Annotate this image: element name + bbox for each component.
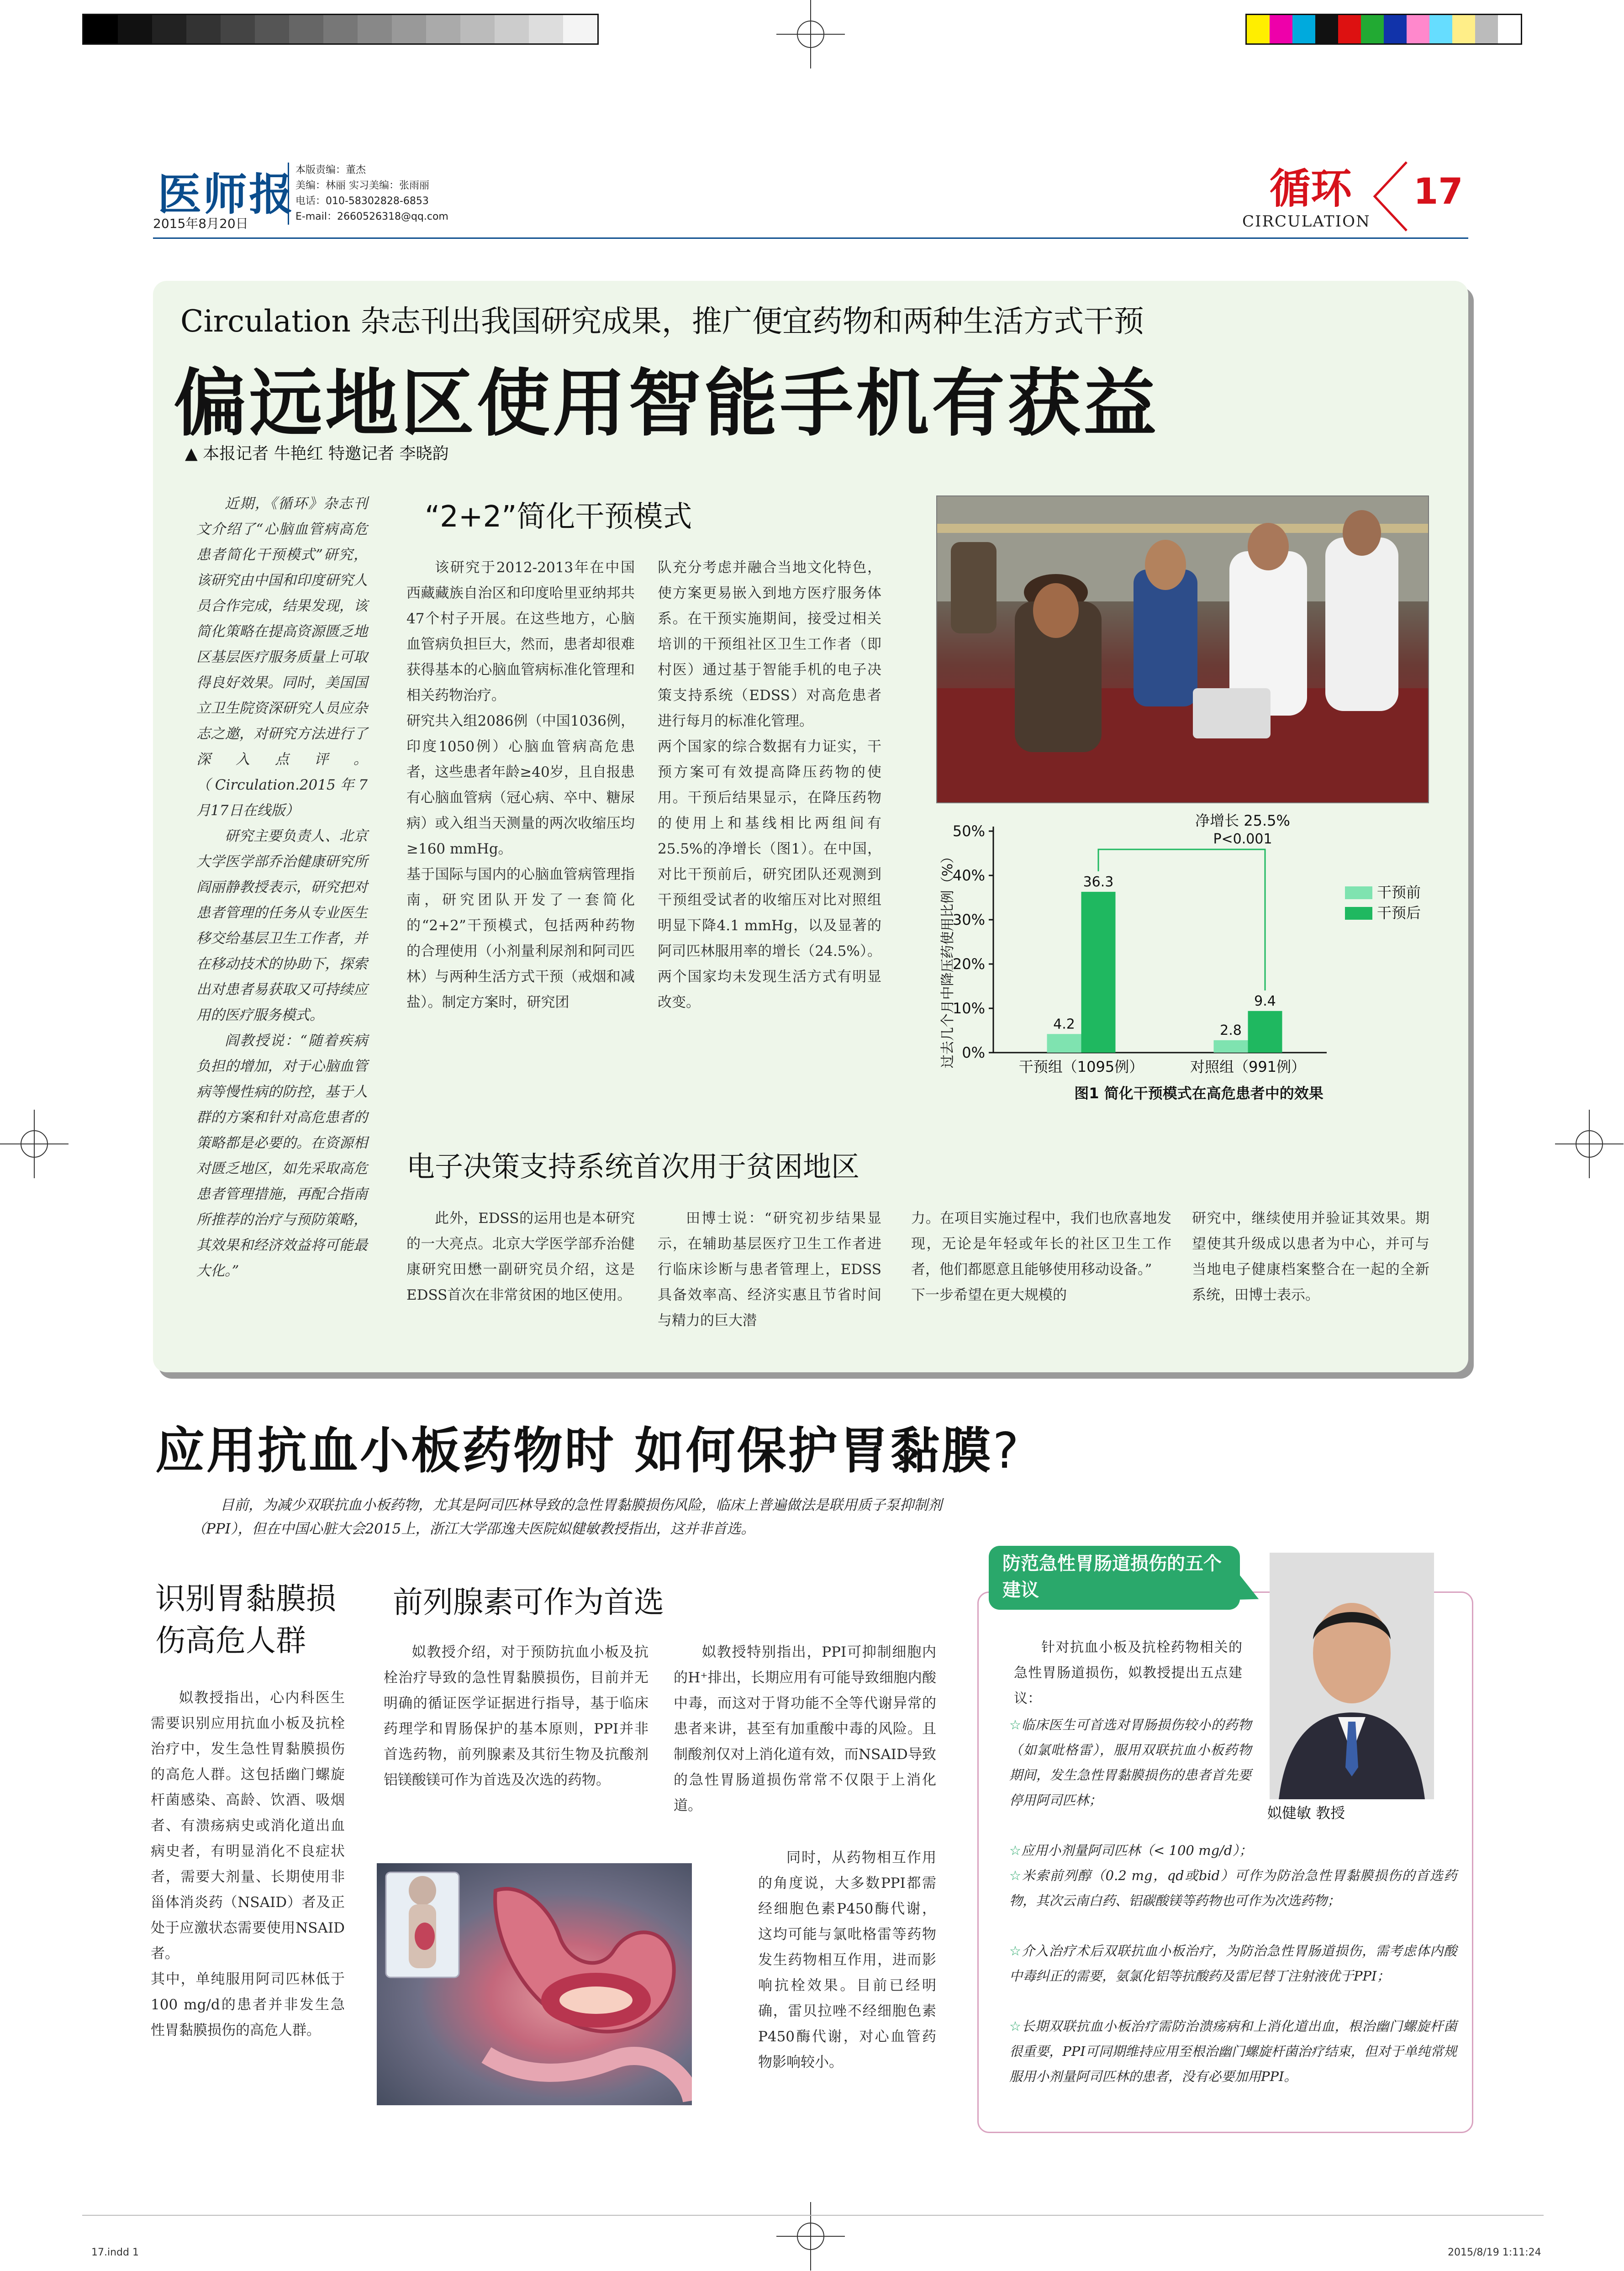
chart-annotation-pvalue: P<0.001 [1213,831,1272,847]
chart-legend-label: 干预后 [1377,904,1421,922]
advice-item [1009,1838,1457,1863]
photo-illustration [937,496,1428,802]
body-column: 研究中，继续使用并验证其效果。期望使其升级成以患者为中心，并可与当地电子健康档案整合在一起的全新系统，田博士表示。 [1192,1210,1429,1303]
intro-paragraph: 阎教授说：“随着疾病负担的增加，对于心脑血管病等慢性病的防控，基于人群的方案和针对高危患者的策略都是必要的。在资源相对匮乏地区，如先采取高危患者管理措施，再配合指南所推荐的治疗与预防策略，其效果和经济效益将可能最大化。” [196,1033,368,1279]
chart-bars [1019,849,1306,1075]
body-column: 姒教授特别指出，PPI可抑制细胞内的H⁺排出，长期应用有可能导致细胞内酸中毒，而这对于肾功能不全等代谢异常的患者来讲，甚至有加重酸中毒的风险。且制酸剂仅对上消化道有效，而NSAID导致的急性胃肠道损伤常常不仅限于上消化道。 [674,1644,936,1814]
portrait-caption: 姒健敏 教授 [1267,1804,1345,1822]
chart-data-label: 4.2 [1053,1016,1075,1033]
subhead-2plus2: “2+2”简化干预模式 [425,500,692,534]
print-timestamp: 2015/8/19 1:11:24 [1448,2247,1541,2258]
email-line: E-mail：2660526318@qq.com [295,211,448,222]
advice-tag-label: 防范急性胃肠道损伤的五个建议 [1002,1553,1222,1601]
portrait-drawing [1270,1553,1434,1799]
article2-lede: 目前，为减少双联抗血小板药物，尤其是阿司匹林导致的急性胃黏膜损伤风险，临床上普遍做法是联用质子泵抑制剂（PPI），但在中国心脏大会2015上，浙江大学邵逸夫医院姒健敏教授指出，这并非首选。 [192,1497,942,1537]
chart-y-tick-label: 10% [952,1000,985,1017]
chart-title: 图1 简化干预模式在高危患者中的效果 [1074,1085,1323,1102]
phone-line: 电话：010-58302828-6853 [295,195,429,207]
chart-ylabel: 过去几个月中降压药使用比例（%） [940,849,956,1069]
chart-category-label: 对照组（991例） [1190,1058,1306,1075]
registration-crosshair-left [0,1110,69,1178]
chart-bar [1248,1011,1282,1053]
chart-data-label: 36.3 [1083,874,1114,890]
stomach-drawing [377,1863,692,2105]
star-icon: ☆ [1009,1843,1021,1858]
chart-y-tick-label: 0% [962,1044,985,1061]
advice-item [1009,1939,1457,1989]
article-intro-column [196,491,368,1284]
footer-rule [82,2215,1544,2216]
section-chevron-icon [1370,158,1411,235]
editor-info [288,163,448,225]
advice-item-text: 应用小剂量阿司匹林（< 100 mg/d）； [1021,1843,1252,1858]
chart-category-label: 干预组（1095例） [1018,1058,1144,1075]
star-icon: ☆ [1009,2018,1022,2034]
stomach-illustration [377,1863,692,2105]
designer-line: 美编：林丽 实习美编：张雨丽 [295,180,429,191]
star-icon: ☆ [1009,1717,1022,1733]
registration-crosshair-right [1555,1110,1624,1178]
body-column: 同时，从药物相互作用的角度说，大多数PPI都需经细胞色素P450酶代谢，这均可能与氯吡格雷等药物发生药物相互作用，进而影响抗栓效果。目前已经明确，雷贝拉唑不经细胞色素P450酶代谢，对心血管药物影响较小。 [758,1849,936,2071]
subhead-prostaglandin: 前列腺素可作为首选 [393,1585,664,1620]
body-column: 此外，EDSS的运用也是本研究的一大亮点。北京大学医学部乔治健康研究田懋一副研究员介绍，这是EDSS首次在非常贫困的地区使用。 [406,1210,635,1303]
chart-bar [1047,1034,1081,1053]
advice-item [1009,1712,1251,1813]
section-subtitle: CIRCULATION [1242,212,1371,231]
chart-y-tick-label: 50% [952,822,985,840]
color-calibration-bar [1245,14,1522,45]
chart-y-tick-label: 20% [952,955,985,973]
advice-item [1009,2014,1457,2089]
subhead-identify-risk [155,1578,336,1662]
village-clinic-photo [936,495,1429,803]
body-column: 该研究于2012-2013年在中国西藏藏族自治区和印度哈里亚纳邦共47个村子开展。在这些地方，心脑血管病负担巨大，然而，患者却很难获得基本的心脑血管病标准化管理和相关药物治疗。 研究共入组2086例（中国1036例，印度1050例）心脑血管病高危患者，这些患者年龄≥40岁，且自报患有心脑血管病（冠心病、卒中、糖尿病）或入组当天测量的两次收缩压均≥160 mmHg。 基于国际与国内的心脑血管病管理指南，研究团队开发了一套简化的“2+2”干预模式，包括两种药物的合理使用（小剂量利尿剂和阿司匹林）与两种生活方式干预（戒烟和减盐）。制定方案时，研究团 [406,559,635,1011]
advice-item-text: 长期双联抗血小板治疗需防治溃疡病和上消化道出血，根治幽门螺旋杆菌很重要，PPI可同期维持应用至根治幽门螺旋杆菌治疗结束，但对于单纯常规服用小剂量阿司匹林的患者，没有必要加用PPI。 [1009,2018,1457,2084]
chart-y-tick-label: 40% [952,867,985,884]
article-headline: 偏远地区使用智能手机有获益 [174,361,1160,446]
article2-headline-mark: ? [992,1423,1021,1480]
chart-legend-swatch [1345,886,1372,899]
body-column: 姒教授指出，心内科医生需要识别应用抗血小板及抗栓治疗中，发生急性胃黏膜损伤的高危人群。这包括幽门螺旋杆菌感染、高龄、饮酒、吸烟者、有溃疡病史或消化道出血病史者，有明显消化不良症状者，需要大剂量、长期使用非甾体消炎药（NSAID）者及正处于应激状态需要使用NSAID者。 其中，单纯服用阿司匹林低于100 mg/d的患者并非发生急性胃黏膜损伤的高危人群。 [151,1690,345,2039]
grayscale-calibration-bar [82,14,599,45]
chart-annotation-net-growth: 净增长 25.5% [1195,812,1290,829]
subhead-line: 伤高危人群 [155,1623,306,1658]
subhead-line: 识别胃黏膜损 [155,1581,336,1616]
article-byline: ▲ 本报记者 牛艳红 特邀记者 李晓韵 [185,444,449,463]
chart-bar [1081,892,1116,1053]
subhead-edss: 电子决策支持系统首次用于贫困地区 [406,1150,860,1183]
body-column: 田博士说：“研究初步结果显示，在辅助基层医疗卫生工作者进行临床诊断与患者管理上，EDSS具备效率高、经济实惠且节省时间与精力的巨大潜 [658,1210,881,1329]
registration-crosshair-bottom [776,2202,845,2271]
chart-data-label: 9.4 [1254,993,1276,1009]
issue-date: 2015年8月20日 [153,216,248,231]
registration-crosshair-top [776,0,845,68]
chart-legend-swatch [1345,907,1372,920]
article-deck: Circulation 杂志刊出我国研究成果，推广便宜药物和两种生活方式干预 [180,304,1144,339]
bar-chart [934,801,1432,1117]
advice-item-text: 米索前列醇（0.2 mg，qd或bid）可作为防治急性胃黏膜损伤的首选药物，其次云南白药、铝碳酸镁等药物也可作为次选药物； [1009,1868,1457,1908]
chart-bar [1214,1040,1248,1053]
article2-headline [155,1411,1021,1482]
intro-paragraph: 近期，《循环》杂志刊文介绍了“心脑血管病高危患者简化干预模式”研究，该研究由中国和印度研究人员合作完成，结果发现，该简化策略在提高资源匮乏地区基层医疗服务质量上可取得良好效果。同时，美国国立卫生院资深研究人员应杂志之邀，对研究方法进行了深入点评。（Circulation.2015年7月17日在线版） [196,495,368,819]
section-title: 循环 [1270,165,1352,213]
chart-significance-bracket [1098,849,1265,991]
chart-y-tick-label: 30% [952,911,985,928]
body-column: 姒教授介绍，对于预防抗血小板及抗栓治疗导致的急性胃黏膜损伤，目前并无明确的循证医学证据进行指导，基于临床药理学和胃肠保护的基本原则，PPI并非首选药物，前列腺素及其衍生物及抗酸剂铝镁酸镁可作为首选及次选的药物。 [384,1644,649,1788]
chart-legend [1345,884,1421,922]
newspaper-logo: 医师报 [158,169,295,220]
chart-legend-label: 干预前 [1377,884,1421,901]
star-icon: ☆ [1009,1868,1022,1883]
header-rule [153,237,1468,239]
doctor-portrait [1270,1553,1434,1799]
star-icon: ☆ [1009,1943,1022,1959]
body-column: 力。在项目实施过程中，我们也欣喜地发现，无论是年轻或年长的社区卫生工作者，他们都愿意且能够使用移动设备。” 下一步希望在更大规模的 [911,1210,1171,1303]
advice-intro: 针对抗血小板及抗栓药物相关的急性胃肠道损伤，姒教授提出五点建议： [1014,1639,1242,1707]
body-column: 队充分考虑并融合当地文化特色，使方案更易嵌入到地方医疗服务体系。在干预实施期间，接受过相关培训的干预组社区卫生工作者（即村医）通过基于智能手机的电子决策支持系统（EDSS）对高危患者进行每月的标准化管理。 两个国家的综合数据有力证实，干预方案可有效提高降压药物的使用。干预后结果显示，在降压药物的使用上和基线相比两组间有25.5%的净增长（图1）。在中国，对比干预前后，研究团队还观测到干预组受试者的收缩压对比对照组明显下降4.1 mmHg，以及显著的阿司匹林服用率的增长（24.5%）。两个国家均未发现生活方式有明显改变。 [658,559,881,1011]
advice-item-text: 介入治疗术后双联抗血小板治疗，为防治急性胃肠道损伤，需考虑体内酸中毒纠正的需要，氨氯化铝等抗酸药及雷尼替丁注射液优于PPI； [1009,1943,1457,1984]
advice-item-text: 临床医生可首选对胃肠损伤较小的药物（如氯吡格雷），服用双联抗血小板药物期间，发生急性胃黏膜损伤的患者首先要停用阿司匹林； [1009,1717,1251,1808]
page-number: 17 [1413,171,1463,212]
editor-line: 本版责编：董杰 [295,164,366,176]
intro-paragraph: 研究主要负责人、北京大学医学部乔治健康研究所阎丽静教授表示，研究把对患者管理的任务从专业医生移交给基层卫生工作者，并在移动技术的协助下，探索出对患者易获取又可持续应用的医疗服务模式。 [196,828,368,1023]
advice-item [1009,1863,1457,1913]
chart-data-label: 2.8 [1220,1022,1242,1038]
file-slug: 17.indd 1 [91,2247,139,2258]
article2-headline-text: 应用抗血小板药物时 如何保护胃黏膜 [155,1423,993,1480]
